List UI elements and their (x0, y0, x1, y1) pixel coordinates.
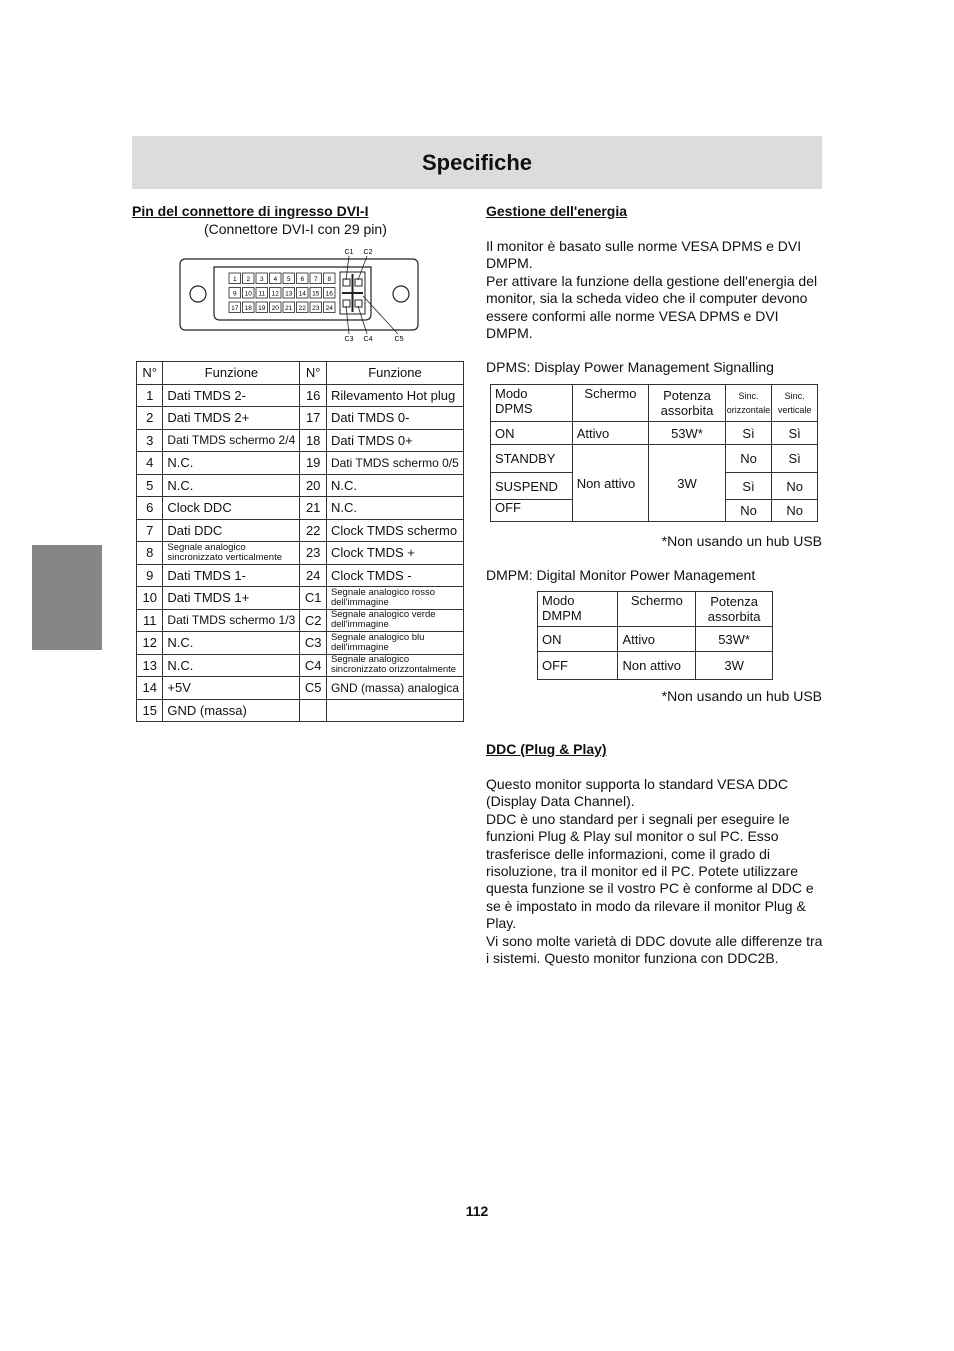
header-n1: N° (137, 362, 163, 385)
pin-function: GND (massa) (163, 699, 300, 722)
pin-function: Clock DDC (163, 497, 300, 520)
pin-function: Segnale analogico blu dell'immagine (326, 632, 463, 655)
pin-table-header (137, 362, 464, 385)
connector-pin-label: 11 (258, 290, 266, 298)
pin-number: C5 (300, 677, 327, 700)
dpms-hsync: Sì (725, 422, 772, 445)
dpms-mode: ON (491, 422, 573, 445)
c3-label: C3 (344, 336, 354, 343)
pin-function: Dati DDC (163, 519, 300, 542)
connector-pin-label: 22 (298, 305, 306, 312)
connector-pin-label: 12 (271, 290, 279, 298)
connector-pin-label: 21 (285, 305, 293, 312)
dmpm-power: 3W (696, 652, 773, 680)
connector-pin-label: 1 (232, 276, 237, 283)
pin-function: Clock TMDS schermo (326, 519, 463, 542)
table-row (137, 609, 464, 632)
connector-pin-label: 20 (271, 305, 279, 312)
connector-pin-label: 8 (327, 276, 332, 283)
pin-function: Dati TMDS 0+ (326, 429, 463, 452)
pin-function: Clock TMDS - (326, 564, 463, 587)
pin-function: N.C. (163, 654, 300, 677)
power-paragraph: Il monitor è basato sulle norme VESA DPMS e DVI DMPM. (486, 238, 802, 272)
pin-function (326, 699, 463, 722)
page-number: 112 (465, 1203, 489, 1219)
dpms-vsync: No (772, 473, 818, 500)
pin-number: C3 (300, 632, 327, 655)
side-tab (32, 545, 102, 650)
pin-function: GND (massa) analogica (326, 677, 463, 700)
pin-function: Dati TMDS 1- (163, 564, 300, 587)
pin-function: +5V (163, 677, 300, 700)
table-row (137, 677, 464, 700)
dpms-hsync: No (725, 445, 772, 473)
table-row (538, 627, 773, 652)
connector-pin-label: 10 (244, 290, 252, 298)
dpms-header-screen: Schermo (572, 385, 649, 422)
connector-pin-label: 9 (232, 290, 237, 298)
power-heading: Gestione dell'energia (486, 203, 628, 219)
pin-number: 7 (137, 519, 163, 542)
table-row (137, 542, 464, 565)
dvi-heading: Pin del connettore di ingresso DVI-I (132, 203, 369, 219)
pin-function: Dati TMDS schermo 1/3 (163, 609, 300, 632)
table-row (491, 445, 818, 473)
table-row (137, 519, 464, 542)
pin-function: Clock TMDS + (326, 542, 463, 565)
pin-number: 12 (137, 632, 163, 655)
dpms-label: DPMS: Display Power Management Signalling (486, 359, 774, 375)
c1-label: C1 (344, 249, 354, 256)
connector-pin-label: 13 (285, 290, 293, 298)
pin-number: 4 (137, 452, 163, 475)
dmpm-screen: Non attivo (618, 652, 696, 680)
pin-number: C1 (300, 587, 327, 610)
dpms-header-row (491, 385, 818, 422)
dpms-hsync: No (725, 500, 772, 522)
pin-function: N.C. (326, 474, 463, 497)
dmpm-header-screen: Schermo (618, 592, 696, 627)
table-row (137, 429, 464, 452)
table-row (137, 384, 464, 407)
pin-number: 1 (137, 384, 163, 407)
connector-pin-label: 16 (325, 290, 333, 298)
connector-pin-label: 2 (246, 276, 251, 283)
connector-pin-label: 23 (312, 305, 320, 312)
header-f1: Funzione (163, 362, 300, 385)
pin-function: Dati TMDS 0- (326, 407, 463, 430)
pin-function: Dati TMDS schermo 0/5 (326, 452, 463, 475)
pin-number: C2 (300, 609, 327, 632)
dpms-power-merged: 3W (649, 445, 726, 522)
title-band (132, 136, 822, 189)
pin-number: 8 (137, 542, 163, 565)
pin-function: Dati TMDS 2- (163, 384, 300, 407)
table-row (137, 587, 464, 610)
pin-number: 11 (137, 609, 163, 632)
connector-pin-label: 14 (298, 290, 306, 298)
pin-function: Dati TMDS 1+ (163, 587, 300, 610)
pin-function: Dati TMDS 2+ (163, 407, 300, 430)
dpms-header-vsync: Sinc. verticale (772, 385, 818, 422)
pin-number (300, 699, 327, 722)
pin-number: 6 (137, 497, 163, 520)
pin-function: N.C. (163, 632, 300, 655)
header-f2: Funzione (326, 362, 463, 385)
c4-label: C4 (363, 336, 373, 343)
dpms-header-power: Potenza assorbita (649, 385, 726, 422)
pin-number: 16 (300, 384, 327, 407)
pin-number: 22 (300, 519, 327, 542)
connector-pin-label: 17 (231, 305, 239, 312)
pin-number: 17 (300, 407, 327, 430)
pin-number: 10 (137, 587, 163, 610)
table-row (137, 564, 464, 587)
connector-pin-label: 7 (313, 276, 318, 283)
dpms-header-hsync: Sinc. orizzontale (725, 385, 772, 422)
dmpm-label: DMPM: Digital Monitor Power Management (486, 567, 756, 583)
dpms-hsync: Sì (725, 473, 772, 500)
ddc-paragraph: Vi sono molte varietà di DDC dovute alle differenze tra i sistemi. Questo monitor funziona con DDC2B. (486, 932, 823, 967)
connector-pin-label: 18 (244, 305, 252, 312)
table-row (137, 654, 464, 677)
dpms-screen: Attivo (572, 422, 649, 445)
pin-table (136, 361, 464, 722)
power-paragraph: Per attivare la funzione della gestione dell'energia del monitor, sia la scheda video che il computer devono essere conformi alle norme VESA DPMS e DVI DMPM. (486, 272, 818, 342)
c5-label: C5 (394, 336, 404, 343)
pin-number: 13 (137, 654, 163, 677)
pin-number: 18 (300, 429, 327, 452)
pin-number: 2 (137, 407, 163, 430)
pin-function: N.C. (163, 474, 300, 497)
ddc-paragraph: DDC è uno standard per i segnali per eseguire le funzioni Plug & Play sul monitor o sul PC. Esso trasferisce delle informazioni, come il grado di risoluzione, tra il monitor ed il PC. Potete utilizzare questa funzione se il vostro PC è conforme al DDC e se è impostato in modo da rilevare il monitor Plug & Play. (486, 810, 814, 932)
ddc-text (486, 776, 826, 967)
pin-number: 20 (300, 474, 327, 497)
table-row (137, 452, 464, 475)
ddc-heading: DDC (Plug & Play) (486, 741, 607, 757)
dmpm-header-mode: Modo DMPM (538, 592, 618, 627)
dmpm-screen: Attivo (618, 627, 696, 652)
table-row (137, 497, 464, 520)
pin-number: C4 (300, 654, 327, 677)
dpms-power: 53W* (649, 422, 726, 445)
dpms-vsync: Sì (772, 422, 818, 445)
dmpm-note: *Non usando un hub USB (661, 688, 822, 704)
dpms-mode: OFF (491, 500, 573, 522)
pin-function: Segnale analogico sincronizzato orizzontalmente (326, 654, 463, 677)
connector-pin-label: 6 (300, 276, 305, 283)
connector-pin-label: 3 (259, 276, 264, 283)
pin-function: Rilevamento Hot plug (326, 384, 463, 407)
pin-number: 23 (300, 542, 327, 565)
c2-label: C2 (363, 249, 373, 256)
pin-function: Dati TMDS schermo 2/4 (163, 429, 300, 452)
pin-function: Segnale analogico rosso dell'immagine (326, 587, 463, 610)
dpms-vsync: Sì (772, 445, 818, 473)
dmpm-table (537, 591, 773, 680)
pin-function: N.C. (326, 497, 463, 520)
connector-pin-label: 19 (258, 305, 266, 312)
pin-number: 14 (137, 677, 163, 700)
connector-pin-label: 24 (325, 305, 333, 312)
pin-number: 5 (137, 474, 163, 497)
dpms-note: *Non usando un hub USB (661, 533, 822, 549)
dmpm-mode: OFF (538, 652, 618, 680)
table-row (491, 422, 818, 445)
pin-function: Segnale analogico sincronizzato verticalmente (163, 542, 300, 565)
page-title: Specifiche (421, 150, 533, 175)
table-row (137, 474, 464, 497)
dvi-subheading: (Connettore DVI-I con 29 pin) (204, 221, 387, 237)
pin-number: 15 (137, 699, 163, 722)
pin-number: 9 (137, 564, 163, 587)
dmpm-mode: ON (538, 627, 618, 652)
dpms-table (490, 384, 818, 522)
pin-function: Segnale analogico verde dell'immagine (326, 609, 463, 632)
connector-pin-label: 5 (286, 276, 291, 283)
dpms-vsync: No (772, 500, 818, 522)
dpms-mode: SUSPEND (491, 473, 573, 500)
power-text (486, 238, 822, 342)
dpms-mode: STANDBY (491, 445, 573, 473)
table-row (137, 699, 464, 722)
connector-pin-label: 15 (312, 290, 320, 298)
dmpm-header-row (538, 592, 773, 627)
pin-number: 24 (300, 564, 327, 587)
connector-pin-label: 4 (273, 276, 278, 283)
pin-number: 19 (300, 452, 327, 475)
table-row (538, 652, 773, 680)
pin-number: 21 (300, 497, 327, 520)
dmpm-power: 53W* (696, 627, 773, 652)
dvi-connector-diagram (178, 244, 423, 344)
dpms-screen-merged: Non attivo (572, 445, 649, 522)
header-n2: N° (300, 362, 327, 385)
pin-function: N.C. (163, 452, 300, 475)
dmpm-header-power: Potenza assorbita (696, 592, 773, 627)
pin-number: 3 (137, 429, 163, 452)
table-row (137, 407, 464, 430)
ddc-paragraph: Questo monitor supporta lo standard VESA DDC (Display Data Channel). (486, 776, 788, 810)
table-row (137, 632, 464, 655)
dpms-header-mode: Modo DPMS (491, 385, 573, 422)
